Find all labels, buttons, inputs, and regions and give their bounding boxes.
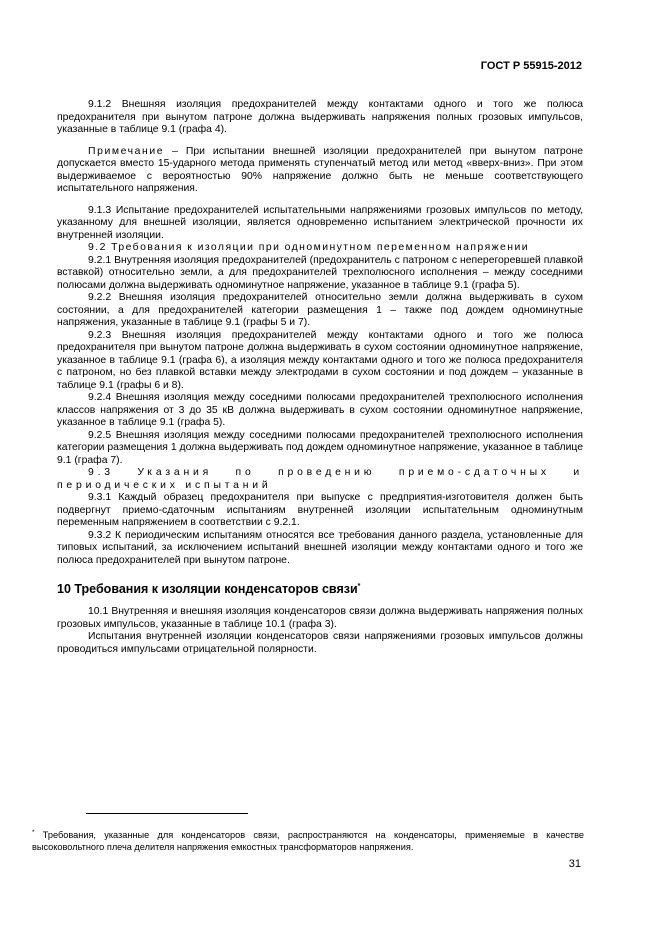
section-10-heading: [57, 582, 583, 597]
clause-10-1-polarity: Испытания внутренней изоляции конденсаторов связи напряжениями грозовых импульсов должны проводиться импульсами отрицательной полярности.: [57, 631, 583, 655]
clause-9-1-2: 9.1.2 Внешняя изоляция предохранителей между контактами одного и того же полюса предохранителя при вынутом патроне должна выдерживать напряжения полных грозовых импульсов, указанные в таблице 9.1 (графа 4).: [57, 99, 583, 135]
footnote-mark: *: [32, 828, 35, 836]
clause-9-3-1: 9.3.1 Каждый образец предохранителя при выпуске с предприятия-изготовителя должен быть подвергнут приемо-сдаточным испытаниям внутренней изоляции испытательным одноминутным переменным напряжением в соответствии с 9.2.1.: [57, 492, 583, 528]
footnote: [32, 830, 584, 853]
standard-designation: ГОСТ Р 55915-2012: [480, 60, 582, 72]
clause-9-2-4: 9.2.4 Внешняя изоляция между соседними полюсами предохранителей трехполюсного исполнения классов напряжения от 3 до 35 кВ должна выдерживать в сухом состоянии одноминутное напряжение, указанное в таблице 9.1 (графа 5).: [57, 392, 583, 428]
clause-10-1: 10.1 Внутренняя и внешняя изоляция конденсаторов связи должна выдерживать напряжения полных грозовых импульсов, указанные в таблице 10.1 (графа 3).: [57, 606, 583, 630]
clause-9-2-3: 9.2.3 Внешняя изоляция предохранителей между контактами одного и того же полюса предохранителя при вынутом патроне должна выдерживать в сухом состоянии одноминутное напряжение, указанное в таблице 9.1 (графа 6), а изоляция между контактами одного и того же полюса предохранителя с патроном, но без плавкой вставки между электродами в сухом состоянии и под дождем – указанные в таблице 9.1 (графы 6 и 8).: [57, 329, 583, 391]
note-paragraph: [57, 146, 583, 196]
subsection-9-2-heading: 9.2 Требования к изоляции при одноминутном переменном напряжении: [88, 242, 529, 253]
footnote-text: Требования, указанные для конденсаторов связи, распространяются на конденсаторы, применяемые в качестве высоковольтного плеча делителя напряжения емкостных трансформаторов напряжения.: [32, 830, 584, 852]
section-10-title: 10 Требования к изоляции конденсаторов связи: [57, 582, 358, 596]
footnote-divider: [86, 813, 248, 814]
note-text: – При испытании внешней изоляции предохранителей при вынутом патроне допускается вместо 15-ударного метода применять ступенчатый метод или метод «вверх-вниз». При этом выдерживаемое с вероятностью 90% напряжение должно быть не меньше соответствующего испытательного напряжения.: [57, 145, 583, 194]
document-body: [57, 99, 583, 656]
note-label: Примечание: [88, 145, 165, 157]
footnote-marker: *: [357, 582, 361, 590]
clause-9-2-2: 9.2.2 Внешняя изоляция предохранителей относительно земли должна выдерживать в сухом состоянии, а для предохранителей категории размещения 1 – также под дождем одноминутные напряжения, указанные в таблице 9.1 (графы 5 и 7).: [57, 292, 583, 328]
page-number: 31: [568, 858, 581, 870]
clause-9-2-5: 9.2.5 Внешняя изоляция между соседними полюсами предохранителей трехполюсного исполнения категории размещения 1 должна выдерживать под дождем одноминутное напряжение, указанное в таблице 9.1 (графа 7).: [57, 429, 583, 466]
subsection-9-3-heading: 9.3 Указания по проведению приемо-сдаточных и периодических испытаний: [57, 467, 583, 491]
clause-9-3-2: 9.3.2 К периодическим испытаниям относятся все требования данного раздела, установленные для типовых испытаний, за исключением испытаний внешней изоляции между контактами одного и того же полюса предохранителей при вынутом патроне.: [57, 529, 583, 566]
clause-9-1-3: 9.1.3 Испытание предохранителей испытательными напряжениями грозовых импульсов по методу, указанному для внешней изоляции, является одновременно испытанием электрической прочности их внутренней изоляции.: [57, 204, 583, 241]
clause-9-2-1: 9.2.1 Внутренняя изоляция предохранителей (предохранитель с патроном с неперегоревшей плавкой вставкой) относительно земли, а для предохранителей трехполюсного исполнения – между соседними полюсами должна выдерживать одноминутное напряжение, указанное в таблице 9.1 (графа 5).: [57, 254, 583, 291]
